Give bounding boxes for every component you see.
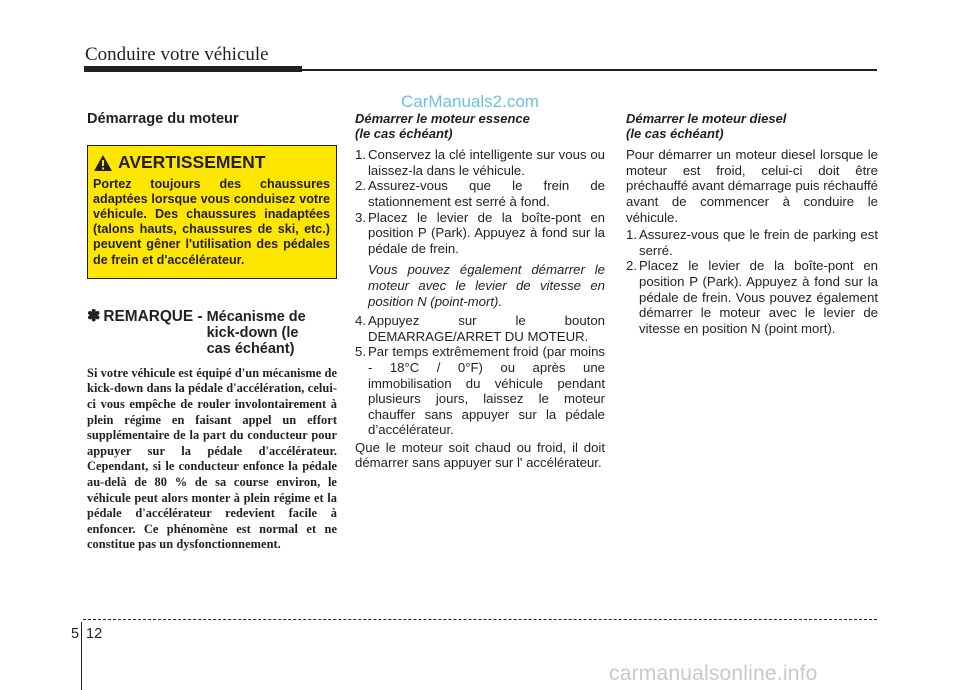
step-text: Placez le levier de la boîte-pont en position P (Park). Appuyez à fond sur la pédale de frein. Vous pouvez également démarrer le moteur avec le levier de vitesse en position N (point mort). [639, 258, 878, 336]
remark-text: Si votre véhicule est équipé d'un mécanisme de kick-down dans la pédale d'accélération, celui-ci vous empêche de rouler involontairement à plein régime en faisant appel un effort supplémentaire de la part du conducteur pour appuyer sur la pédale d'accélérateur. Cependant, si le conducteur enfonce la pédale au-delà de 80 % de sa course environ, le véhicule peut alors monter à plein régime et la pédale d'accélérateur redevient facile à enfoncer. Ce phénomène est normal et ne constitue pas un dysfonctionnement. [87, 365, 337, 552]
step-number: 1. [355, 147, 366, 163]
list-item [355, 178, 605, 209]
footer-rule [83, 619, 877, 620]
diesel-heading-line1: Démarrer le moteur diesel [626, 111, 787, 126]
closing-paragraph: Que le moteur soit chaud ou froid, il doit démarrer sans appuyer sur l' accélérateur. [355, 439, 605, 471]
list-item [355, 313, 605, 344]
left-column [87, 110, 337, 553]
step-number: 3. [355, 209, 366, 225]
watermark-bottom: carmanualsonline.info [609, 662, 818, 685]
warning-box [87, 145, 337, 279]
remark-label [87, 309, 203, 357]
step-text: Appuyez sur le bouton DEMARRAGE/ARRET DU MOTEUR. [368, 313, 605, 344]
list-item [626, 258, 878, 336]
diesel-start-heading [626, 112, 878, 141]
diesel-heading-line2: (le cas échéant) [626, 125, 724, 141]
page-number: 12 [86, 626, 103, 642]
warning-triangle-icon [93, 154, 113, 172]
diesel-steps-list [626, 227, 878, 336]
footer-separator [81, 622, 82, 690]
right-column [626, 110, 878, 336]
step-number: 2. [355, 178, 366, 194]
section-heading: Démarrage du moteur [87, 111, 239, 127]
step-text: Conservez la clé intelligente sur vous ou laissez-la dans le véhicule. [368, 147, 605, 178]
watermark-top: CarManuals2.com [401, 92, 539, 111]
step-text: Assurez-vous que le frein de parking est serré. [639, 227, 878, 258]
step-text: Assurez-vous que le frein de stationnement est serré à fond. [368, 178, 605, 209]
petrol-start-heading [355, 112, 605, 141]
header-rule-thick [84, 66, 302, 72]
warning-title [93, 151, 330, 172]
remark-label-text: REMARQUE - [103, 307, 203, 325]
step-number: 4. [355, 313, 366, 329]
petrol-heading-line1: Démarrer le moteur essence [355, 111, 530, 126]
petrol-steps-list-continued [355, 313, 605, 438]
warning-text: Portez toujours des chaussures adaptées lorsque vous conduisez votre véhicule. Des chaussures inadaptées (talons hauts, chaussures de ski, etc.) peuvent gêner l'utilisation des pédales de frein et d'accélérateur. [93, 176, 330, 267]
petrol-heading-line2: (le cas échéant) [355, 125, 453, 141]
warning-title-text: AVERTISSEMENT [118, 151, 266, 172]
step-number: 5. [355, 344, 366, 360]
section-number: 5 [71, 626, 80, 642]
step-text: Placez le levier de la boîte-pont en position P (Park). Appuyez à fond sur la pédale de frein. [368, 209, 605, 256]
remark-heading [87, 309, 337, 357]
header-rule-thin [300, 69, 877, 71]
remark-subtitle: Mécanisme de kick-down (le cas échéant) [206, 308, 306, 357]
petrol-steps-list [355, 147, 605, 256]
diesel-intro: Pour démarrer un moteur diesel lorsque le moteur est froid, celui-ci doit être préchauffé avant démarrage puis réchauffé avant de commencer à conduire le véhicule. [626, 147, 878, 225]
page-header-title: Conduire votre véhicule [85, 44, 269, 65]
step-number: 2. [626, 258, 637, 274]
list-item [355, 147, 605, 178]
list-item [355, 210, 605, 257]
star-icon: ✽ [87, 307, 101, 325]
list-item [355, 344, 605, 438]
list-item [626, 227, 878, 258]
neutral-note: Vous pouvez également démarrer le moteur avec le levier de vitesse en position N (point-mort). [368, 262, 605, 309]
step-text: Par temps extrêmement froid (par moins - 18°C / 0°F) ou après une immobilisation du véhicule pendant plusieurs jours, laissez le moteur chauffer sans appuyer sur la pédale d’accélérateur. [368, 344, 605, 438]
middle-column [355, 110, 605, 471]
step-number: 1. [626, 227, 637, 243]
